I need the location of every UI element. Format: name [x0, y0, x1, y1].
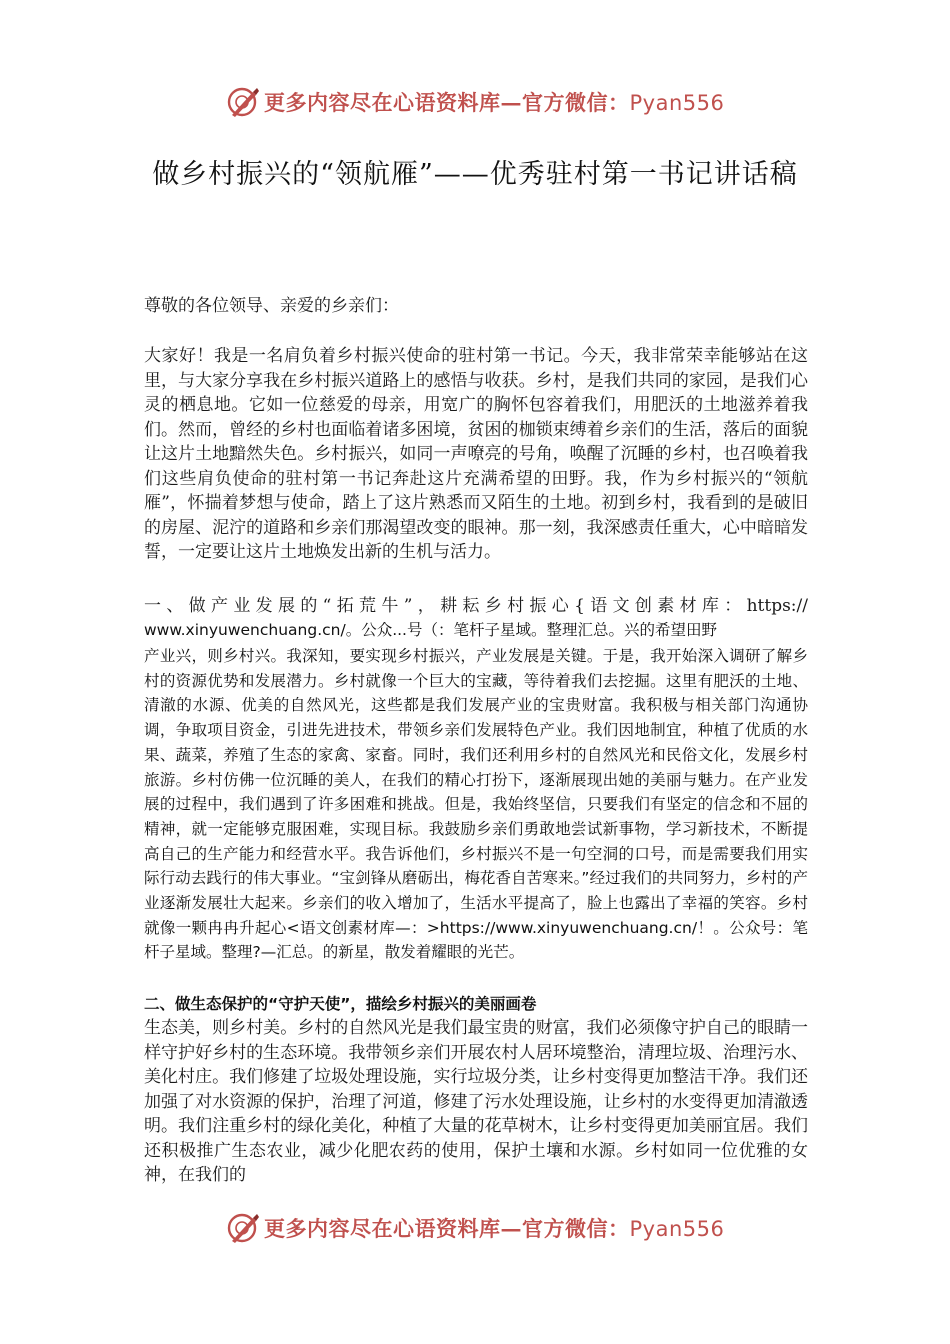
section-heading-1-source: www.xinyuwenchuang.cn/。公众...号（：笔杆子星域。整理汇总。兴的希望田野 [144, 621, 717, 639]
section-heading-1: 一、做产业发展的“拓荒牛”，耕耘乡村振心{语文创素材库：https:// [144, 596, 808, 616]
pen-logo-icon [226, 85, 260, 119]
banner-text: 更多内容尽在心语资料库—官方微信： [264, 1216, 630, 1241]
banner-wechat-id: Pyan556 [629, 91, 725, 115]
paragraph-intro: 大家好！我是一名肩负着乡村振兴使命的驻村第一书记。今天，我非常荣幸能够站在这里，与大家分享我在乡村振兴道路上的感悟与收获。乡村，是我们共同的家园，是我们心灵的栖息地。它如一位慈爱的母亲，用宽广的胸怀包容着我们，用肥沃的土地滋养着我们。然而，曾经的乡村也面临着诸多困境，贫困的枷锁束缚着乡亲们的生活，落后的面貌让这片土地黯然失色。乡村振兴，如同一声嘹亮的号角，唤醒了沉睡的乡村，也召唤着我们这些肩负使命的驻村第一书记奔赴这片充满希望的田野。我，作为乡村振兴的“领航雁”，怀揣着梦想与使命，踏上了这片熟悉而又陌生的土地。初到乡村，我看到的是破旧的房屋、泥泞的道路和乡亲们那渴望改变的眼神。那一刻，我深感责任重大，心中暗暗发誓，一定要让这片土地焕发出新的生机与活力。 [144, 346, 808, 562]
greeting: 尊敬的各位领导、亲爱的乡亲们： [144, 296, 399, 316]
section-heading-2: 二、做生态保护的“守护天使”，描绘乡村振兴的美丽画卷 [144, 995, 537, 1013]
header-watermark [226, 82, 746, 122]
pen-logo-icon [226, 1211, 260, 1245]
document-title: 做乡村振兴的“领航雁”——优秀驻村第一书记讲话稿 [152, 159, 798, 190]
footer-watermark [226, 1208, 746, 1248]
paragraph-ecology: 生态美，则乡村美。乡村的自然风光是我们最宝贵的财富，我们必须像守护自己的眼睛一样守护好乡村的生态环境。我带领乡亲们开展农村人居环境整治，清理垃圾、治理污水、美化村庄。我们修建了垃圾处理设施，实行垃圾分类，让乡村变得更加整洁干净。我们还加强了对水资源的保护，治理了河道，修建了污水处理设施，让乡村的水变得更加清澈透明。我们注重乡村的绿化美化，种植了大量的花草树木，让乡村变得更加美丽宜居。我们还积极推广生态农业，减少化肥农药的使用，保护土壤和水源。乡村如同一位优雅的女神，在我们的 [144, 1018, 808, 1185]
banner-wechat-id: Pyan556 [629, 1217, 725, 1241]
paragraph-industry: 产业兴，则乡村兴。我深知，要实现乡村振兴，产业发展是关键。于是，我开始深入调研了解乡村的资源优势和发展潜力。乡村就像一个巨大的宝藏，等待着我们去挖掘。这里有肥沃的土地、清澈的水源、优美的自然风光，这些都是我们发展产业的宝贵财富。我积极与相关部门沟通协调，争取项目资金，引进先进技术，带领乡亲们发展特色产业。我们因地制宜，种植了优质的水果、蔬菜，养殖了生态的家禽、家畜。同时，我们还利用乡村的自然风光和民俗文化，发展乡村旅游。乡村仿佛一位沉睡的美人，在我们的精心打扮下，逐渐展现出她的美丽与魅力。在产业发展的过程中，我们遇到了许多困难和挑战。但是，我始终坚信，只要我们有坚定的信念和不屈的精神，就一定能够克服困难，实现目标。我鼓励乡亲们勇敢地尝试新事物，学习新技术，不断提高自己的生产能力和经营水平。我告诉他们，乡村振兴不是一句空洞的口号，而是需要我们用实际行动去践行的伟大事业。“宝剑锋从磨砺出，梅花香自苦寒来。”经过我们的共同努力，乡村的产业逐渐发展壮大起来。乡亲们的收入增加了，生活水平提高了，脸上也露出了幸福的笑容。乡村就像一颗冉冉升起心<语文创素材库—：>https://www.xinyuwenchuang.cn/！。公众号：笔杆子星域。整理?—汇总。的新星，散发着耀眼的光芒。 [144, 647, 808, 962]
banner-text: 更多内容尽在心语资料库—官方微信： [264, 90, 630, 115]
